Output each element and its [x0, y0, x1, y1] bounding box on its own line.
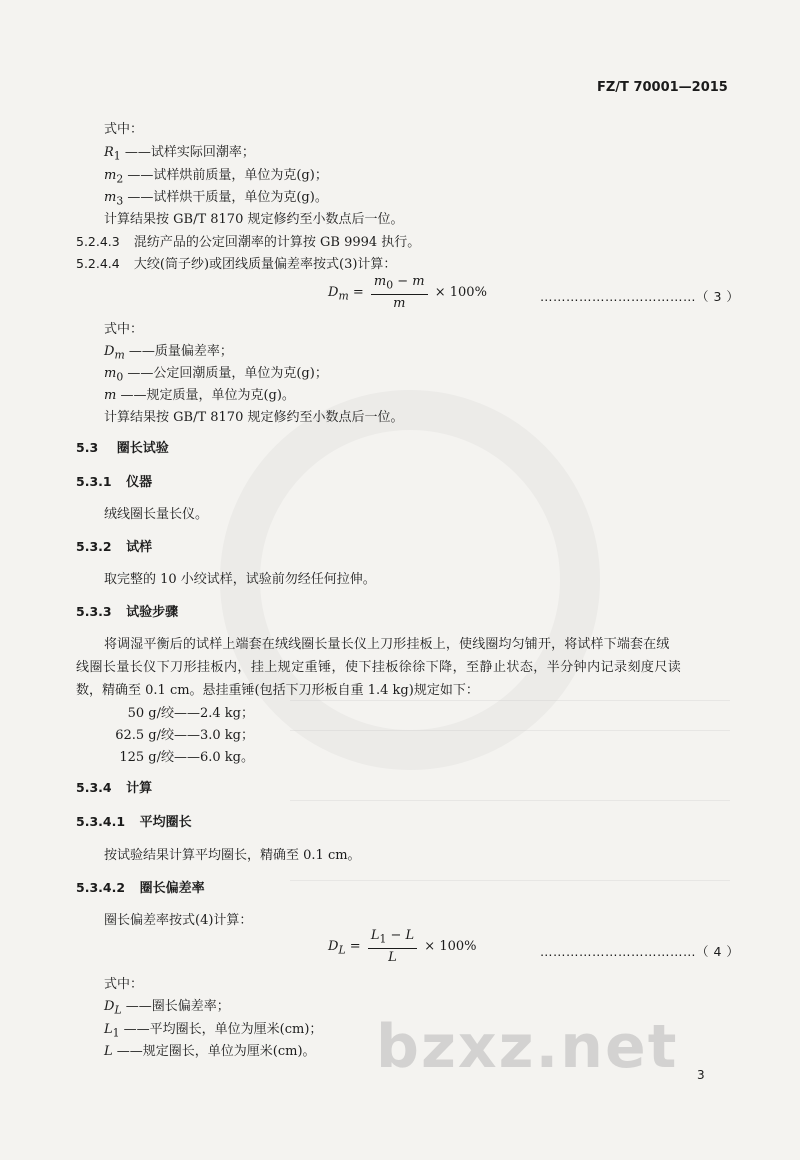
clause-text: 大绞(筒子纱)或团线质量偏差率按式(3)计算： — [133, 257, 397, 272]
var-description: ——规定质量，单位为克(g)。 — [120, 388, 295, 403]
equation-3 — [328, 274, 487, 311]
eq-tail: × 100% — [430, 284, 487, 300]
var-subscript: 3 — [116, 194, 124, 208]
eq-tail: × 100% — [420, 938, 477, 954]
weight-spec-right: ——2.4 kg； — [174, 706, 255, 721]
equation-number-4: ………………………………（ 4 ） — [540, 944, 740, 959]
eq-num-a: L — [370, 928, 380, 943]
section-5-3-1-heading — [76, 471, 152, 490]
document-id: FZ/T 70001—2015 — [597, 80, 728, 95]
weight-spec-item — [106, 724, 366, 743]
eq-lhs-subscript: m — [338, 289, 349, 303]
section-5-3-4-1-body: 按试验结果计算平均圈长，精确至 0.1 cm。 — [104, 848, 361, 863]
eq-denominator: L — [388, 949, 397, 965]
paragraph-line: 将调湿平衡后的试样上端套在绒线圈长量长仪上刀形挂板上，使线圈均匀铺开，将试样下端套在绒 — [104, 637, 670, 652]
eq-num-op: − — [393, 274, 413, 289]
bleed-through-rule — [290, 700, 730, 701]
section-number: 5.3.4 — [76, 780, 112, 795]
eq-numerator — [368, 928, 417, 949]
site-watermark: bzxz.net — [376, 1012, 679, 1082]
eq-num-b: m — [412, 274, 425, 289]
section-title: 圈长偏差率 — [139, 881, 205, 896]
weight-spec-right: ——6.0 kg。 — [174, 750, 255, 765]
var-symbol: D — [104, 999, 115, 1014]
section-number: 5.3.4.2 — [76, 880, 126, 895]
clause-number: 5.2.4.3 — [76, 234, 120, 249]
var-def-r1 — [104, 141, 255, 163]
section-5-3-3-heading — [76, 601, 178, 620]
clause-5-2-4-4 — [76, 253, 396, 272]
var-symbol: m — [104, 168, 117, 183]
section-5-3-4-2-body: 圈长偏差率按式(4)计算： — [104, 913, 253, 928]
where-label: 式中： — [104, 122, 144, 137]
page-number: 3 — [697, 1068, 705, 1082]
bleed-through-rule — [290, 880, 730, 881]
var-subscript: m — [114, 348, 125, 362]
var-symbol: L — [104, 1022, 113, 1037]
var-def-m2 — [104, 164, 328, 186]
section-number: 5.3 — [76, 440, 99, 455]
weight-spec-item — [106, 746, 366, 765]
weight-spec-item — [106, 702, 366, 721]
var-symbol: m — [104, 366, 117, 381]
clause-5-2-4-3 — [76, 231, 420, 250]
section-5-3-4-1-heading — [76, 811, 192, 830]
var-description: ——质量偏差率； — [128, 344, 233, 359]
var-description: ——平均圈长，单位为厘米(cm)； — [123, 1022, 323, 1037]
section-title: 圈长试验 — [116, 441, 169, 456]
eq-lhs-subscript: L — [338, 943, 346, 957]
equation-number-3: ………………………………（ 3 ） — [540, 289, 740, 304]
bleed-through-rule — [290, 800, 730, 801]
eq-num-op: − — [386, 928, 406, 943]
section-title: 计算 — [126, 781, 153, 796]
rounding-note: 计算结果按 GB/T 8170 规定修约至小数点后一位。 — [104, 410, 404, 425]
weight-spec-left: 125 g/绞 — [119, 750, 174, 765]
var-symbol: L — [104, 1044, 113, 1059]
section-5-3-4-2-heading — [76, 877, 205, 896]
section-title: 试验步骤 — [126, 605, 179, 620]
var-def-l — [104, 1040, 316, 1059]
clause-number: 5.2.4.4 — [76, 256, 120, 271]
var-symbol: D — [104, 344, 115, 359]
weight-spec-left: 50 g/绞 — [127, 706, 174, 721]
var-symbol: m — [104, 190, 117, 205]
var-description: ——试样烘前质量，单位为克(g)； — [127, 168, 328, 183]
weight-spec-right: ——3.0 kg； — [174, 728, 255, 743]
var-subscript: L — [114, 1003, 122, 1017]
var-def-m3 — [104, 186, 328, 208]
weight-spec-left: 62.5 g/绞 — [115, 728, 174, 743]
var-description: ——试样烘干质量，单位为克(g)。 — [127, 190, 328, 205]
section-5-3-heading — [76, 437, 169, 456]
var-description: ——规定圈长，单位为厘米(cm)。 — [116, 1044, 316, 1059]
eq-denominator: m — [393, 295, 406, 311]
var-def-m — [104, 384, 295, 403]
eq-numerator — [371, 274, 428, 295]
section-5-3-1-body: 绒线圈长量长仪。 — [104, 507, 209, 522]
section-5-3-2-heading — [76, 536, 152, 555]
eq-fraction — [371, 274, 428, 311]
var-subscript: 2 — [116, 172, 124, 186]
eq-equals: = — [345, 938, 365, 954]
eq-num-a-subscript: 0 — [386, 278, 394, 292]
section-number: 5.3.4.1 — [76, 814, 126, 829]
var-subscript: 1 — [112, 1026, 120, 1040]
section-5-3-4-heading — [76, 777, 152, 796]
var-def-l1 — [104, 1018, 322, 1040]
var-symbol: R — [104, 145, 114, 160]
var-description: ——公定回潮质量，单位为克(g)； — [127, 366, 328, 381]
var-def-dm — [104, 340, 233, 362]
paragraph-line: 线圈长量长仪下刀形挂板内，挂上规定重锤，使下挂板徐徐下降，至静止状态，半分钟内记录刻度尺读 — [76, 660, 682, 675]
where-label: 式中： — [104, 322, 144, 337]
section-title: 平均圈长 — [139, 815, 192, 830]
clause-text: 混纺产品的公定回潮率的计算按 GB 9994 执行。 — [133, 235, 421, 250]
var-symbol: m — [104, 388, 117, 403]
eq-num-a: m — [373, 274, 387, 289]
eq-lhs: D — [328, 938, 339, 954]
var-description: ——试样实际回潮率； — [124, 145, 255, 160]
section-5-3-2-body: 取完整的 10 小绞试样，试验前勿经任何拉伸。 — [104, 572, 376, 587]
section-title: 试样 — [126, 540, 153, 555]
var-def-m0 — [104, 362, 328, 384]
var-def-dl — [104, 995, 230, 1017]
rounding-note: 计算结果按 GB/T 8170 规定修约至小数点后一位。 — [104, 212, 404, 227]
eq-lhs: D — [328, 284, 339, 300]
eq-num-a-subscript: 1 — [379, 932, 387, 946]
section-number: 5.3.3 — [76, 604, 112, 619]
paragraph-line: 数，精确至 0.1 cm。悬挂重锤(包括下刀形板自重 1.4 kg)规定如下： — [76, 683, 479, 698]
where-label: 式中： — [104, 977, 144, 992]
var-subscript: 1 — [113, 149, 121, 163]
equation-4 — [328, 928, 476, 965]
eq-fraction — [368, 928, 417, 965]
var-subscript: 0 — [116, 370, 124, 384]
section-title: 仪器 — [126, 475, 153, 490]
section-number: 5.3.1 — [76, 474, 112, 489]
section-number: 5.3.2 — [76, 539, 112, 554]
eq-equals: = — [348, 284, 368, 300]
eq-num-b: L — [405, 928, 415, 943]
var-description: ——圈长偏差率； — [125, 999, 230, 1014]
